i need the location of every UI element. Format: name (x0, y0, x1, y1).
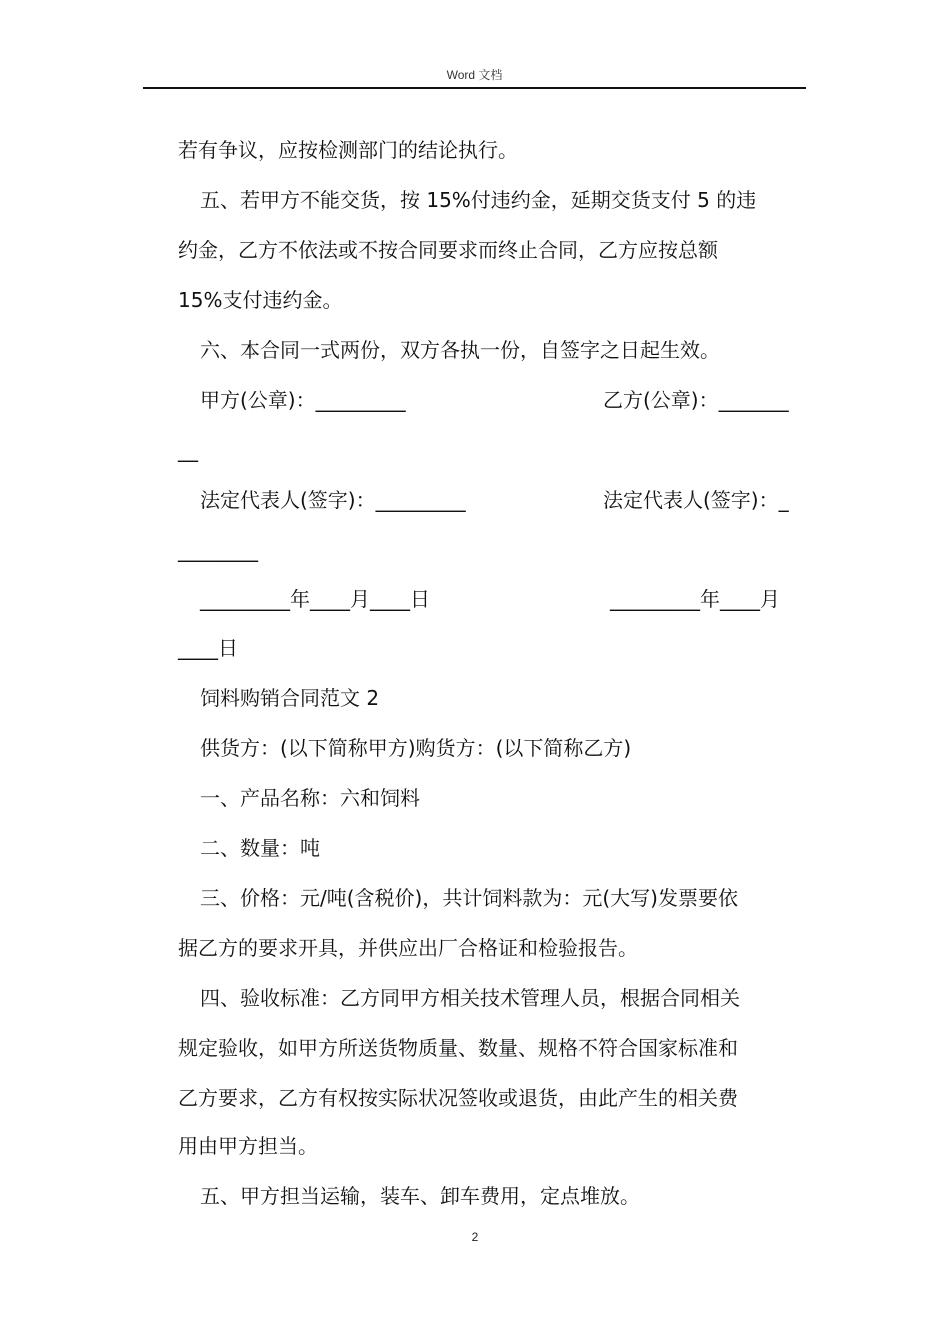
text-line: 二、数量：吨 (200, 836, 320, 860)
party-b-date: _________年____月 (610, 587, 780, 611)
party-a-date: _________年____月____日 (200, 587, 430, 611)
text-line: __ (178, 438, 198, 462)
text-line: 规定验收，如甲方所送货物质量、数量、规格不符合国家标准和 (178, 1036, 738, 1060)
party-b-seal: 乙方(公章)：_______ (603, 388, 789, 412)
text-line: 供货方：(以下简称甲方)购货方：(以下简称乙方) (200, 736, 632, 760)
section-title: 饲料购销合同范文 2 (200, 686, 380, 710)
header-rule (143, 87, 806, 89)
page-header: Word 文档 (446, 68, 503, 82)
text-line: ____日 (178, 636, 238, 660)
text-line: 四、验收标准：乙方同甲方相关技术管理人员，根据合同相关 (200, 986, 740, 1010)
text-line: 15%支付违约金。 (178, 288, 343, 312)
text-line: 三、价格：元/吨(含税价)，共计饲料款为：元(大写)发票要依 (200, 886, 738, 910)
page-number: 2 (471, 1230, 479, 1244)
text-line: 若有争议，应按检测部门的结论执行。 (178, 138, 518, 162)
text-line: 用由甲方担当。 (178, 1134, 318, 1158)
text-line: 乙方要求，乙方有权按实际状况签收或退货，由此产生的相关费 (178, 1086, 738, 1110)
party-a-seal: 甲方(公章)：_________ (200, 388, 406, 412)
text-line: 据乙方的要求开具，并供应出厂合格证和检验报告。 (178, 936, 638, 960)
party-b-representative: 法定代表人(签字)：_ (603, 488, 789, 512)
text-line: 五、若甲方不能交货，按 15%付违约金，延期交货支付 5 的违 (200, 188, 757, 212)
text-line: 约金，乙方不依法或不按合同要求而终止合同，乙方应按总额 (178, 238, 718, 262)
text-line: ________ (178, 538, 258, 562)
text-line: 五、甲方担当运输，装车、卸车费用，定点堆放。 (200, 1184, 640, 1208)
text-line: 六、本合同一式两份，双方各执一份，自签字之日起生效。 (200, 338, 720, 362)
text-line: 一、产品名称：六和饲料 (200, 786, 420, 810)
party-a-representative: 法定代表人(签字)：_________ (200, 488, 466, 512)
